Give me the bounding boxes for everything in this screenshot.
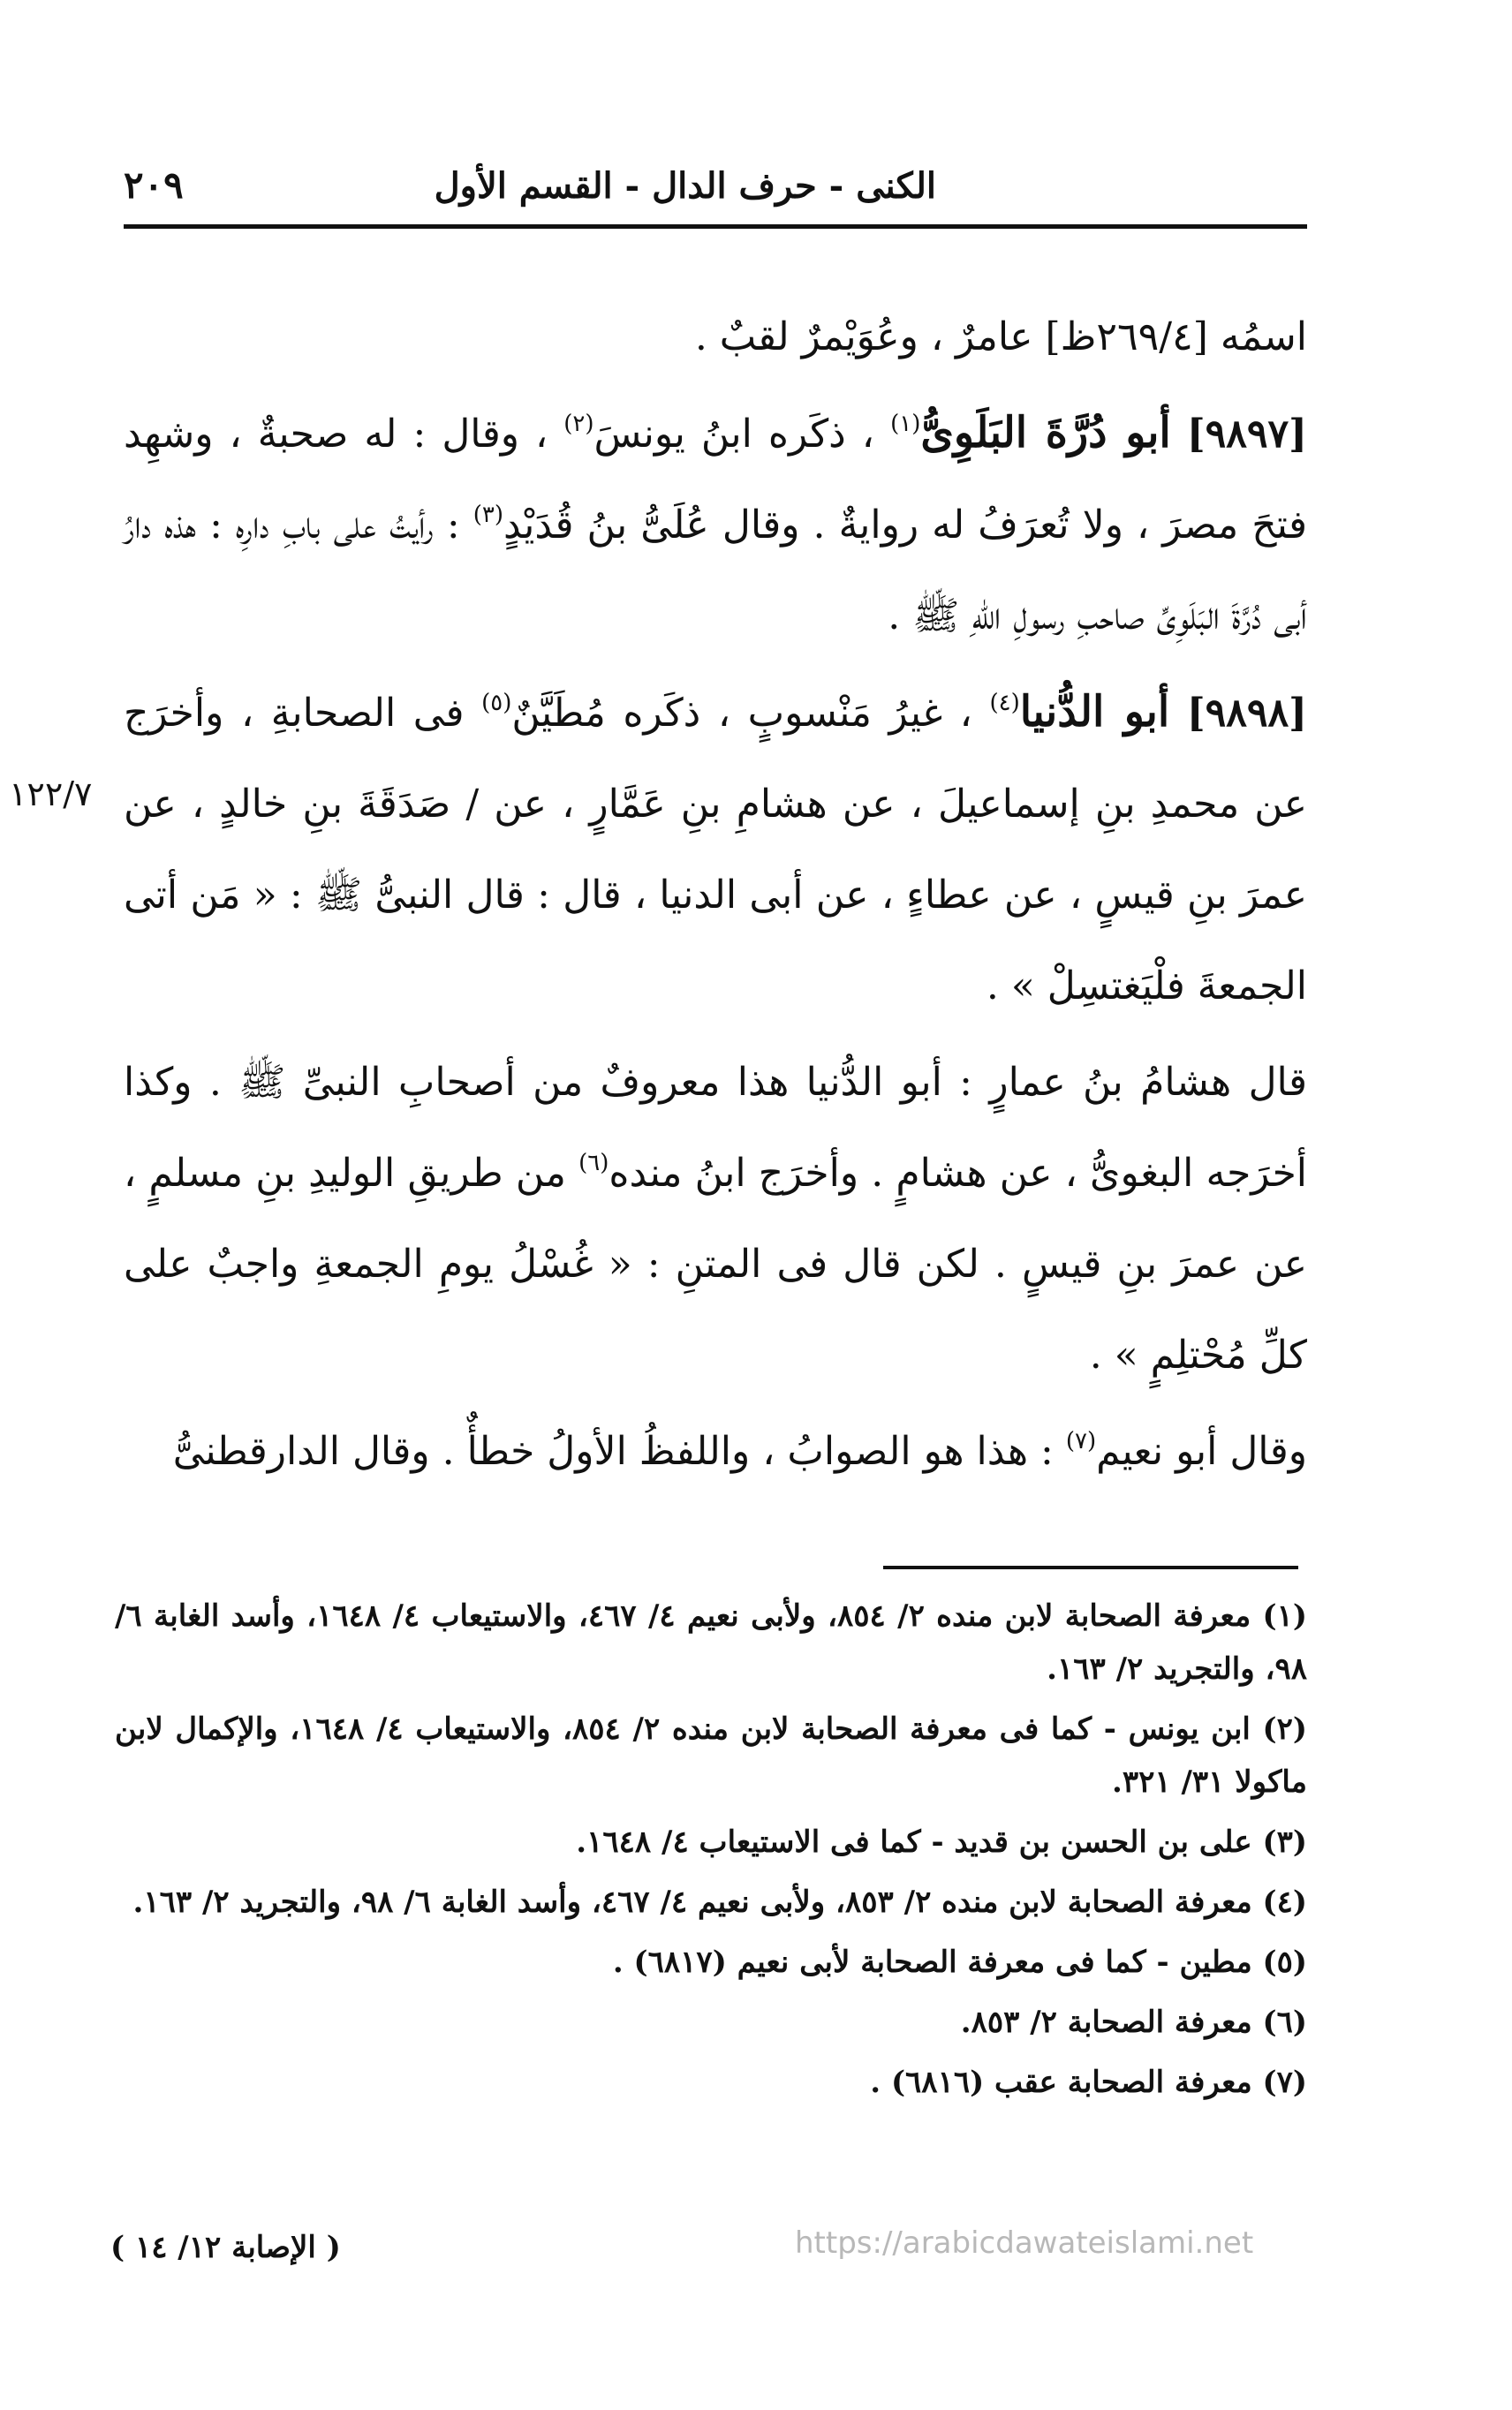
footnote-5: (٥) مطين - كما فى معرفة الصحابة لأبى نعيم (٦٨١٧) .: [612, 1945, 1307, 1980]
margin-reference: ١٢٢/٧: [9, 774, 93, 813]
footnotes: [115, 1590, 1307, 2116]
entry-text: ، غيرُ مَنْسوبٍ ، ذكَره مُطَيَّنٌ: [511, 691, 972, 736]
footer-signature: ( الإصابة ١٢/ ١٤ ): [110, 2230, 341, 2265]
watermark-url: https://arabicdawateislami.net: [795, 2225, 1254, 2261]
entry-name: أبو دُرَّةَ البَلَوِىُّ: [920, 408, 1171, 457]
footnote-ref: (٣): [472, 502, 504, 528]
footnote-ref: (٥): [481, 690, 512, 716]
entry-text: ، وقال : له صحبةٌ ، وشهِد فتحَ مصرَ ، ولا تُعرَفُ له روايةٌ . وقال عُلَىُّ بنُ قُدَيْدٍ: [124, 412, 1307, 548]
footnote-4: (٤) معرفة الصحابة لابن منده ٢/ ٨٥٣، ولأبى نعيم ٤/ ٤٦٧، وأسد الغابة ٦/ ٩٨، والتجريد ٢/ ١٦٣.: [132, 1885, 1307, 1920]
footnote-rule: [883, 1566, 1298, 1569]
entry-number: [٩٨٩٧]: [1186, 412, 1307, 457]
footnote-7: (٧) معرفة الصحابة عقب (٦٨١٦) .: [870, 2065, 1307, 2100]
entry-text: فى الصحابةِ ، وأخرَج عن محمدِ بنِ إسماعيلَ ، عن هشامِ بنِ عَمَّارٍ ، عن / صَدَقَةَ بنِ خالدٍ ، عن عمرَ بنِ قيسٍ ، عن عطاءٍ ، عن أبى الدنيا ، قال : قال النبىُّ ﷺ : « مَن أتى الجمعةَ فلْيَغتسِلْ » .: [124, 691, 1307, 1009]
main-text: [124, 291, 1307, 1497]
footnote-3: (٣) على بن الحسن بن قديد - كما فى الاستيعاب ٤/ ١٦٤٨.: [576, 1824, 1307, 1860]
paragraph-text: : هذا هو الصوابُ ، واللفظُ الأولُ خطأٌ . وقال الدارقطنىُّ: [172, 1429, 1054, 1474]
footnote-2: (٢) ابن يونس - كما فى معرفة الصحابة لابن منده ٢/ ٨٥٤، والاستيعاب ٤/ ١٦٤٨، والإكمال لابن ماكولا ٣١/ ٣٢١.: [115, 1711, 1307, 1800]
paragraph-text: وقال أبو نعيم: [1096, 1429, 1307, 1474]
running-title: الكنى - حرف الدال - القسم الأول: [434, 165, 936, 207]
page-number: ٢٠٩: [124, 163, 184, 207]
footnote-ref: (٧): [1065, 1428, 1097, 1454]
footnote-ref: (١): [890, 411, 921, 437]
entry-text: : رأيتُ على بابِ دارِه : هذه دارُ أبى دُرَّةَ البَلَوِىِّ صاحبِ رسولِ اللهِ ﷺ .: [124, 502, 1307, 638]
entry-name: أبو الدُّنيا: [1019, 687, 1170, 737]
paragraph-text: من طريقِ الوليدِ بنِ مسلمٍ ، عن عمرَ بنِ قيسٍ . لكن قال فى المتنِ : « غُسْلُ يومِ الجمعةِ واجبٌ على كلِّ مُحْتلِمٍ » .: [124, 1151, 1307, 1378]
paragraph-hisham: [124, 1037, 1307, 1401]
entry-number: [٩٨٩٨]: [1186, 691, 1307, 736]
entry-9897: [124, 388, 1307, 661]
footnote-ref: (٤): [989, 690, 1020, 716]
paragraph-abu-nuaym: [124, 1406, 1307, 1497]
footnote-ref: (٢): [563, 411, 594, 437]
footnote-1: (١) معرفة الصحابة لابن منده ٢/ ٨٥٤، ولأبى نعيم ٤/ ٤٦٧، والاستيعاب ٤/ ١٦٤٨، وأسد الغابة ٦/ ٩٨، والتجريد ٢/ ١٦٣.: [115, 1598, 1307, 1687]
entry-text: ، ذكَره ابنُ يونسَ: [593, 412, 875, 457]
paragraph-text: قال هشامُ بنُ عمارٍ : أبو الدُّنيا هذا معروفٌ من أصحابِ النبىِّ ﷺ . وكذا أخرَجه البغوىُّ ، عن هشامٍ . وأخرَج ابنُ منده: [124, 1060, 1307, 1196]
footnote-ref: (٦): [578, 1150, 609, 1176]
entry-9898: [124, 667, 1307, 1031]
footnote-6: (٦) معرفة الصحابة ٢/ ٨٥٣.: [960, 2005, 1307, 2040]
header-rule: [124, 224, 1307, 229]
page-header: [124, 148, 1307, 207]
paragraph-name-note: اسمُه [٢٦٩/٤ظ] عامرٌ ، وعُوَيْمرٌ لقبٌ .: [694, 314, 1307, 359]
